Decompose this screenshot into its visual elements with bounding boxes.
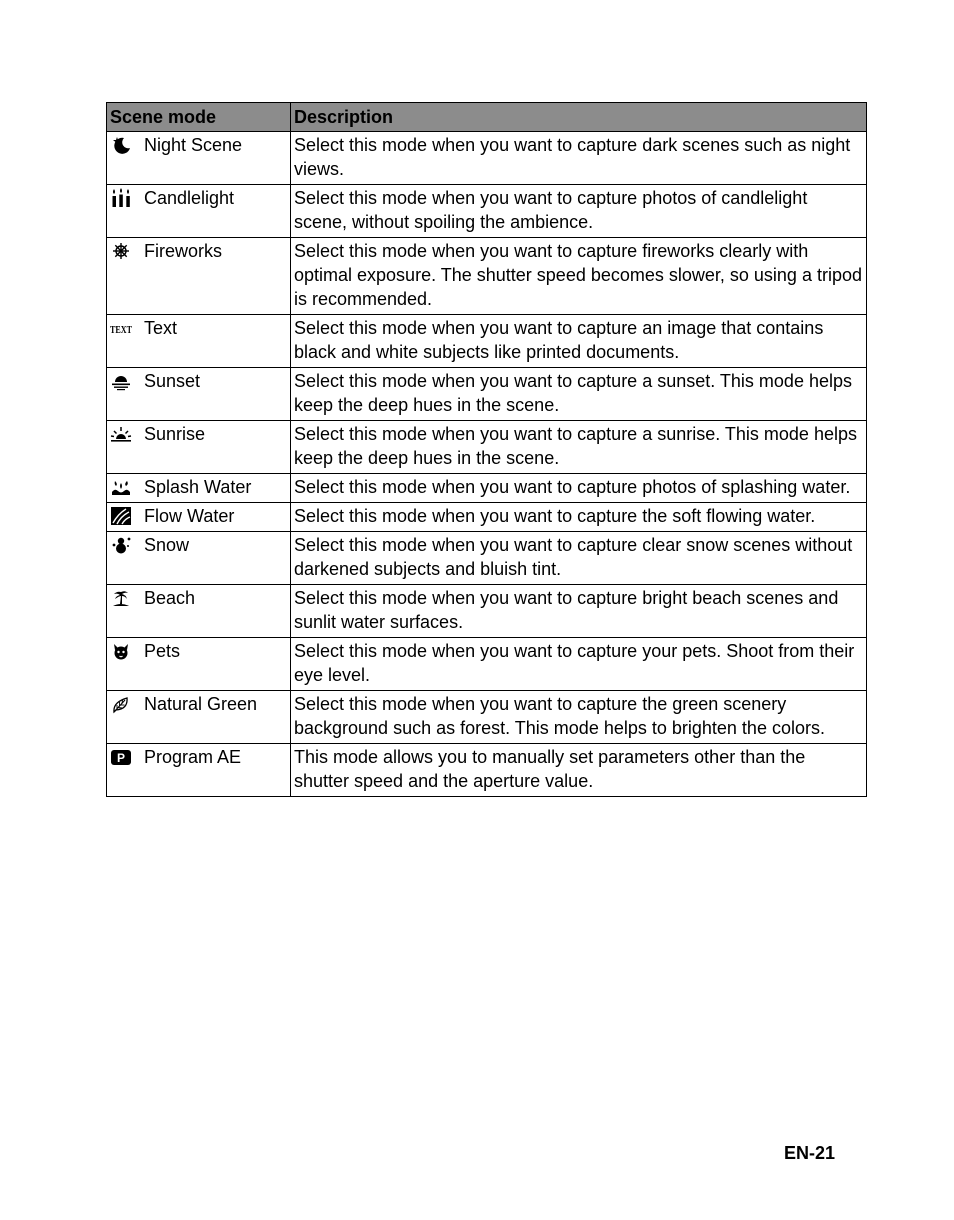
table-row [107,421,867,474]
scene-mode-name: Night Scene [144,135,243,155]
table-row [107,185,867,238]
scene-mode-description: Select this mode when you want to capture a sunrise. This mode helps keep the deep hues in the scene. [291,421,867,474]
scene-mode-name: Candlelight [144,188,235,208]
scene-mode-cell [107,691,291,744]
text-icon [110,318,132,338]
scene-mode-description: Select this mode when you want to capture fireworks clearly with optimal exposure. The shutter speed becomes slower, so using a tripod is recommended. [291,238,867,315]
text-icon-label: TEXT [110,324,133,336]
scene-mode-name: Text [144,318,178,338]
scene-mode-name: Snow [144,535,190,555]
scene-mode-name: Sunrise [144,424,206,444]
scene-mode-description: Select this mode when you want to capture bright beach scenes and sunlit water surfaces. [291,585,867,638]
candlelight-icon [110,188,132,208]
table-row [107,315,867,368]
snow-icon [110,535,132,555]
fireworks-icon [110,241,132,261]
splash-water-icon [110,477,132,497]
scene-mode-cell [107,532,291,585]
table-row [107,691,867,744]
scene-mode-cell [107,503,291,532]
scene-mode-name: Splash Water [144,477,252,497]
sunset-icon [110,371,132,391]
scene-mode-cell [107,744,291,797]
sunrise-icon [110,424,132,444]
scene-mode-name: Flow Water [144,506,235,526]
natural-green-icon [110,694,132,714]
program-ae-icon-label: P [116,751,126,765]
scene-mode-cell [107,638,291,691]
page-number: EN-21 [784,1143,836,1163]
scene-mode-name: Natural Green [144,694,258,714]
scene-mode-cell [107,368,291,421]
scene-mode-description: Select this mode when you want to capture a sunset. This mode helps keep the deep hues in the scene. [291,368,867,421]
table-row [107,532,867,585]
table-header-row [107,103,867,132]
column-header-description: Description [291,103,867,132]
flow-water-icon [110,506,132,526]
scene-mode-name: Pets [144,641,181,661]
scene-mode-description: Select this mode when you want to capture your pets. Shoot from their eye level. [291,638,867,691]
scene-mode-description: Select this mode when you want to capture the green scenery background such as forest. This mode helps to brighten the colors. [291,691,867,744]
pets-icon [110,641,132,661]
table-row [107,744,867,797]
scene-mode-description: Select this mode when you want to capture photos of splashing water. [291,474,867,503]
scene-mode-name: Fireworks [144,241,223,261]
scene-mode-description: Select this mode when you want to capture an image that contains black and white subjects like printed documents. [291,315,867,368]
table-row [107,368,867,421]
table-row [107,474,867,503]
table-row [107,638,867,691]
scene-mode-cell [107,421,291,474]
scene-mode-description: Select this mode when you want to capture photos of candlelight scene, without spoiling the ambience. [291,185,867,238]
table-row [107,132,867,185]
program-ae-icon [110,747,132,767]
scene-mode-description: Select this mode when you want to capture the soft flowing water. [291,503,867,532]
scene-mode-name: Program AE [144,747,242,767]
scene-mode-description: Select this mode when you want to capture clear snow scenes without darkened subjects and bluish tint. [291,532,867,585]
scene-mode-cell [107,585,291,638]
scene-mode-cell [107,132,291,185]
night-scene-icon [110,135,132,155]
scene-mode-cell [107,185,291,238]
scene-mode-cell [107,474,291,503]
scene-mode-name: Sunset [144,371,201,391]
scene-mode-description: Select this mode when you want to capture dark scenes such as night views. [291,132,867,185]
table-row [107,503,867,532]
scene-mode-cell [107,238,291,315]
scene-mode-cell [107,315,291,368]
scene-mode-name: Beach [144,588,196,608]
scene-mode-description: This mode allows you to manually set parameters other than the shutter speed and the aperture value. [291,744,867,797]
table-row [107,238,867,315]
scene-mode-table [106,102,867,797]
column-header-scene-mode: Scene mode [107,103,291,132]
beach-icon [110,588,132,608]
table-row [107,585,867,638]
